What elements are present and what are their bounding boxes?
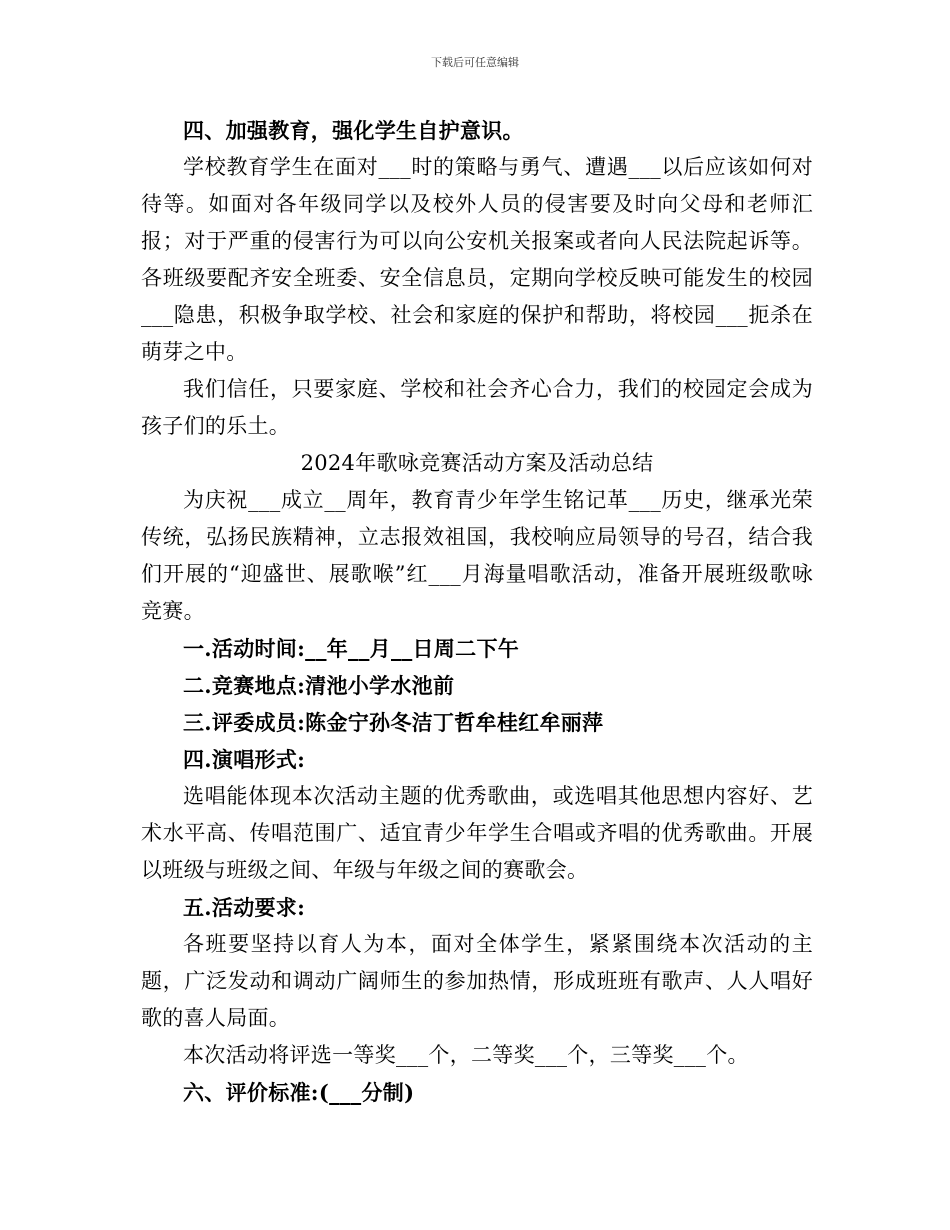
paragraph: 本次活动将评选一等奖___个，二等奖___个，三等奖___个。 [183,1043,749,1067]
paragraph: 各班要坚持以育人为本，面对全体学生，紧紧围绕本次活动的主题，广泛发动和调动广阔师生的参加热情，形成班班有歌声、人人唱好歌的喜人局面。 [141,932,813,1030]
page-header: 下载后可任意编辑 [431,56,519,69]
document-title: 2024年歌咏竞赛活动方案及活动总结 [300,451,654,475]
section-heading: 一.活动时间:__年__月__日周二下午 [183,636,520,661]
section-heading: 六、评价标准:(___分制) [183,1080,415,1105]
section-heading: 四.演唱形式: [183,747,306,772]
section-heading: 二.竞赛地点:清池小学水池前 [183,673,455,698]
document-body [141,112,813,1111]
section-heading: 三.评委成员:陈金宁孙冬洁丁哲牟桂红牟丽萍 [183,710,604,735]
paragraph: 为庆祝___成立__周年，教育青少年学生铭记革___历史，继承光荣传统，弘扬民族精神，立志报效祖国，我校响应局领导的号召，结合我们开展的“迎盛世、展歌喉”红___月海量唱歌活动，准备开展班级歌咏竞赛。 [141,488,813,623]
section-heading: 五.活动要求: [183,895,306,920]
section-heading: 四、加强教育，强化学生自护意识。 [183,118,524,143]
paragraph: 学校教育学生在面对___时的策略与勇气、遭遇___以后应该如何对待等。如面对各年级同学以及校外人员的侵害要及时向父母和老师汇报；对于严重的侵害行为可以向公安机关报案或者向人民法院起诉等。各班级要配齐安全班委、安全信息员，定期向学校反映可能发生的校园___隐患，积极争取学校、社会和家庭的保护和帮助，将校园___扼杀在萌芽之中。 [141,155,813,364]
paragraph: 选唱能体现本次活动主题的优秀歌曲，或选唱其他思想内容好、艺术水平高、传唱范围广、适宜青少年学生合唱或齐唱的优秀歌曲。开展以班级与班级之间、年级与年级之间的赛歌会。 [141,784,813,882]
paragraph: 我们信任，只要家庭、学校和社会齐心合力，我们的校园定会成为孩子们的乐土。 [141,377,813,438]
